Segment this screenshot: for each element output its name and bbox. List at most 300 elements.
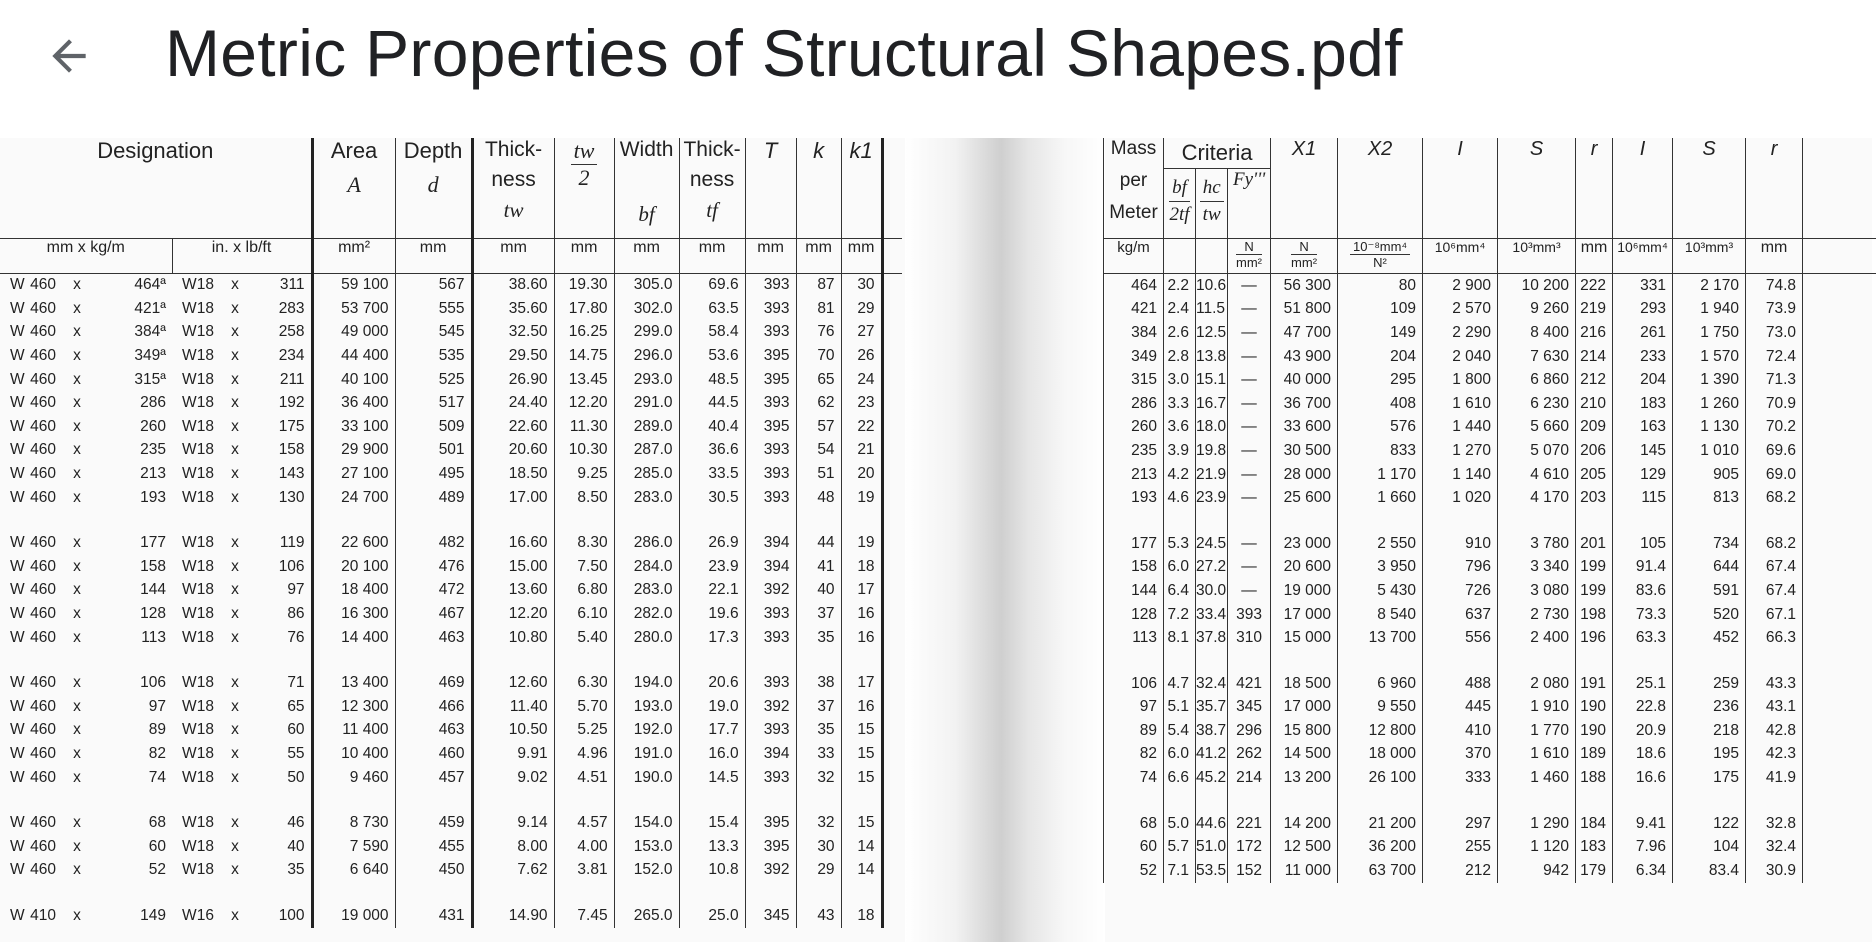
weight-lb-per-ft: 143 [250, 462, 312, 486]
fy-value: — [1228, 416, 1271, 440]
ry-value: 72.4 [1746, 345, 1803, 369]
shape-type: W [10, 744, 25, 762]
spacer-cell [22, 649, 62, 671]
table-row [1104, 486, 1876, 510]
flange-width-value: 296.0 [614, 344, 679, 368]
edge-cell [882, 486, 902, 510]
edge-cell [1803, 766, 1876, 790]
ry-value: 67.1 [1746, 603, 1803, 627]
spacer-cell [250, 882, 312, 904]
nominal-depth-mm: 460 [30, 721, 56, 739]
shape-type: W [182, 697, 197, 715]
mass-kg-per-m: 260 [140, 417, 166, 435]
edge-cell [1803, 859, 1876, 883]
Ix-value: 1 800 [1423, 368, 1498, 392]
Ix-value: 910 [1423, 532, 1498, 556]
flange-thickness-value: 19.0 [679, 695, 745, 719]
X2-value: 6 960 [1338, 672, 1423, 696]
table-row [0, 835, 902, 859]
Sx-value: 7 630 [1498, 345, 1576, 369]
X1-value: 11 000 [1271, 859, 1338, 883]
area-value: 7 590 [312, 835, 395, 859]
flange-thickness-value: 63.5 [679, 297, 745, 321]
fy-value: — [1228, 345, 1271, 369]
edge-cell [882, 766, 902, 790]
fy-value: — [1228, 579, 1271, 603]
hc-tw-value: 37.8 [1196, 626, 1228, 650]
web-thickness-value: 7.62 [472, 859, 554, 883]
X1-value: 25 600 [1271, 486, 1338, 510]
mass-value: 60 [1104, 835, 1164, 859]
X1-value: 15 800 [1271, 719, 1338, 743]
area-unit: mm² [312, 238, 395, 273]
times-sign: x [73, 276, 81, 294]
shape-type: W [182, 347, 197, 365]
weight-lb-per-ft: 258 [250, 321, 312, 345]
weight-lb-per-ft: 192 [250, 391, 312, 415]
web-thickness-value: 9.02 [472, 766, 554, 790]
group-spacer [0, 649, 902, 671]
nominal-depth-mm: 460 [30, 417, 56, 435]
nominal-depth-mm: 460 [30, 347, 56, 365]
shape-type: W [10, 557, 25, 575]
weight-lb-per-ft: 50 [250, 766, 312, 790]
hc-tw-value: 51.0 [1196, 835, 1228, 859]
hc-tw-value: 13.8 [1196, 345, 1228, 369]
fy-value: 393 [1228, 603, 1271, 627]
times-sign: x [231, 814, 239, 832]
mass-value: 193 [1104, 486, 1164, 510]
edge-cell [1803, 392, 1876, 416]
area-value: 16 300 [312, 602, 395, 626]
spacer-cell [0, 789, 22, 811]
weight-lb-per-ft: 60 [250, 719, 312, 743]
ry-value: 69.0 [1746, 463, 1803, 487]
weight-lb-per-ft: 76 [250, 626, 312, 650]
Sx-header: S [1498, 138, 1576, 239]
ry-unit: mm [1746, 239, 1803, 274]
k-value: 35 [796, 626, 841, 650]
spacer-cell [1104, 790, 1164, 812]
ry-value: 32.8 [1746, 812, 1803, 836]
hc-tw-value: 19.8 [1196, 439, 1228, 463]
T-value: 393 [745, 297, 796, 321]
mm-kg-unit: mm x kg/m [0, 238, 172, 273]
mass-value: 74 [1104, 766, 1164, 790]
mass-kg-per-m: 97 [148, 697, 166, 715]
times-sign: x [73, 721, 81, 739]
k-value: 43 [796, 904, 841, 928]
table-row [1104, 298, 1876, 322]
edge-cell [882, 462, 902, 486]
Sx-value: 3 780 [1498, 532, 1576, 556]
table-row [0, 904, 902, 928]
spacer-cell [472, 789, 554, 811]
weight-lb-per-ft: 106 [250, 555, 312, 579]
mass-value: 52 [1104, 859, 1164, 883]
rx-value: 212 [1576, 368, 1613, 392]
spacer-cell [1164, 510, 1196, 532]
times-sign: x [73, 674, 81, 692]
shape-type: W [182, 605, 197, 623]
k-value: 37 [796, 695, 841, 719]
Sx-value: 1 770 [1498, 719, 1576, 743]
Ix-value: 445 [1423, 696, 1498, 720]
fy-unit: $\frac{N}{\text{mm²}}$ [1228, 239, 1271, 274]
bf-2tf-value: 5.3 [1164, 532, 1196, 556]
web-thickness-value: 24.40 [472, 391, 554, 415]
nominal-depth-in: 18 [196, 299, 214, 317]
Iy-value: 91.4 [1613, 556, 1673, 580]
spacer-cell [1423, 790, 1498, 812]
shape-type: W [10, 768, 25, 786]
Sy-value: 1 570 [1673, 345, 1746, 369]
bf-2tf-value: 2.8 [1164, 345, 1196, 369]
hc-tw-value: 10.6 [1196, 274, 1228, 298]
flange-width-value: 265.0 [614, 904, 679, 928]
T-value: 394 [745, 742, 796, 766]
half-web-value: 5.25 [554, 719, 614, 743]
area-value: 10 400 [312, 742, 395, 766]
mass-value: 128 [1104, 603, 1164, 627]
mass-value: 106 [1104, 672, 1164, 696]
fy-value: 172 [1228, 835, 1271, 859]
times-sign: x [73, 906, 81, 924]
ry-value: 43.1 [1746, 696, 1803, 720]
rx-value: 198 [1576, 603, 1613, 627]
table-row [0, 671, 902, 695]
table-row [0, 602, 902, 626]
X1-value: 13 200 [1271, 766, 1338, 790]
Sy-value: 644 [1673, 556, 1746, 580]
bf-2tf-value: 7.1 [1164, 859, 1196, 883]
spacer-cell [1423, 650, 1498, 672]
spacer-cell [614, 789, 679, 811]
tf-unit: mm [679, 238, 745, 273]
times-sign: x [231, 628, 239, 646]
X2-value: 36 200 [1338, 835, 1423, 859]
bf2tf-header: $\frac{bf}{2tf}$ [1169, 177, 1190, 225]
flange-thickness-value: 33.5 [679, 462, 745, 486]
hc-tw-value: 45.2 [1196, 766, 1228, 790]
mass-kg-per-m: 113 [141, 628, 166, 646]
times-sign: x [73, 628, 81, 646]
times-sign: x [73, 534, 81, 552]
spacer-cell [172, 509, 194, 531]
flange-thickness-value: 20.6 [679, 671, 745, 695]
table-row [1104, 274, 1876, 298]
k-value: 70 [796, 344, 841, 368]
T-header: T [745, 138, 796, 238]
times-sign: x [231, 906, 239, 924]
mass-value: 82 [1104, 743, 1164, 767]
area-value: 27 100 [312, 462, 395, 486]
shape-type: W [10, 488, 25, 506]
half-web-value: 7.50 [554, 555, 614, 579]
spacer-cell [1164, 650, 1196, 672]
bf-2tf-value: 6.0 [1164, 556, 1196, 580]
ry-value: 73.9 [1746, 298, 1803, 322]
X1-value: 17 000 [1271, 603, 1338, 627]
X2-value: 5 430 [1338, 579, 1423, 603]
half-web-value: 5.70 [554, 695, 614, 719]
spacer-cell [1271, 650, 1338, 672]
Iy-value: 25.1 [1613, 672, 1673, 696]
flange-width-value: 289.0 [614, 415, 679, 439]
mass-kg-per-m: 68 [148, 814, 166, 832]
nominal-depth-in: 18 [196, 557, 214, 575]
rx-value: 191 [1576, 672, 1613, 696]
mass-value: 89 [1104, 719, 1164, 743]
Sy-value: 2 170 [1673, 274, 1746, 298]
Ix-value: 1 270 [1423, 439, 1498, 463]
Sx-value: 8 400 [1498, 321, 1576, 345]
spacer-cell [1576, 650, 1613, 672]
shape-type: W [10, 534, 25, 552]
edge-cell [1803, 439, 1876, 463]
rx-value: 216 [1576, 321, 1613, 345]
hc-tw-value: 30.0 [1196, 579, 1228, 603]
weight-lb-per-ft: 158 [250, 439, 312, 463]
Iy-value: 163 [1613, 416, 1673, 440]
spacer-cell [472, 649, 554, 671]
Sy-value: 1 390 [1673, 368, 1746, 392]
k-value: 44 [796, 531, 841, 555]
times-sign: x [73, 441, 81, 459]
mass-value: 235 [1104, 439, 1164, 463]
hc-tw-value: 32.4 [1196, 672, 1228, 696]
edge-cell [882, 297, 902, 321]
back-button[interactable] [40, 22, 98, 90]
mass-value: 384 [1104, 321, 1164, 345]
nominal-depth-mm: 460 [30, 299, 56, 317]
Ix-value: 410 [1423, 719, 1498, 743]
k1-value: 20 [841, 462, 882, 486]
shape-type: W [10, 465, 25, 483]
k-value: 40 [796, 579, 841, 603]
bf-2tf-value: 5.1 [1164, 696, 1196, 720]
area-value: 53 700 [312, 297, 395, 321]
spacer-cell [841, 882, 882, 904]
T-value: 393 [745, 462, 796, 486]
shape-type: W [182, 417, 197, 435]
area-value: 33 100 [312, 415, 395, 439]
flange-thickness-value: 23.9 [679, 555, 745, 579]
k-value: 62 [796, 391, 841, 415]
shape-type: W [10, 628, 25, 646]
T-value: 395 [745, 835, 796, 859]
X1-value: 36 700 [1271, 392, 1338, 416]
Sy-unit: 10³mm³ [1673, 239, 1746, 274]
ry-value: 67.4 [1746, 579, 1803, 603]
k1-value: 14 [841, 835, 882, 859]
edge-cell [882, 344, 902, 368]
Ix-value: 488 [1423, 672, 1498, 696]
rx-value: 206 [1576, 439, 1613, 463]
flange-thickness-value: 48.5 [679, 368, 745, 392]
mass-value: 113 [1104, 626, 1164, 650]
shape-type: W [10, 906, 25, 924]
weight-lb-per-ft: 175 [250, 415, 312, 439]
shape-type: W [10, 837, 25, 855]
web-thickness-value: 9.91 [472, 742, 554, 766]
nominal-depth-in: 18 [196, 628, 214, 646]
rx-value: 184 [1576, 812, 1613, 836]
flange-thickness-value: 58.4 [679, 321, 745, 345]
half-web-value: 7.45 [554, 904, 614, 928]
Sx-value: 10 200 [1498, 274, 1576, 298]
depth-value: 450 [395, 859, 472, 883]
edge-cell [1803, 812, 1876, 836]
flange-width-header: Width bf [614, 138, 679, 238]
edge-cell [882, 368, 902, 392]
rx-value: 219 [1576, 298, 1613, 322]
Iy-value: 145 [1613, 439, 1673, 463]
table-row [1104, 392, 1876, 416]
table-row [1104, 368, 1876, 392]
Iy-value: 105 [1613, 532, 1673, 556]
shape-type: W [10, 276, 25, 294]
Sy-value: 1 260 [1673, 392, 1746, 416]
web-thickness-value: 32.50 [472, 321, 554, 345]
spacer-cell [312, 882, 395, 904]
spacer-cell [1423, 510, 1498, 532]
k1-value: 24 [841, 368, 882, 392]
table-row [1104, 766, 1876, 790]
Sx-value: 1 120 [1498, 835, 1576, 859]
spacer-cell [841, 649, 882, 671]
designation-header: Designation [0, 138, 312, 238]
fy-value: — [1228, 439, 1271, 463]
times-sign: x [231, 861, 239, 879]
web-thickness-value: 10.50 [472, 719, 554, 743]
mass-kg-per-m: 144 [140, 581, 166, 599]
edge-cell [882, 391, 902, 415]
edge-cell [1803, 743, 1876, 767]
Ix-value: 726 [1423, 579, 1498, 603]
Sy-value: 236 [1673, 696, 1746, 720]
shape-type: W [10, 347, 25, 365]
Ix-value: 370 [1423, 743, 1498, 767]
table-row [0, 321, 902, 345]
edge-cell [882, 859, 902, 883]
Ix-value: 2 570 [1423, 298, 1498, 322]
spacer-cell [1104, 650, 1164, 672]
spacer-cell [194, 882, 220, 904]
spacer-cell [614, 882, 679, 904]
nominal-depth-in: 18 [196, 721, 214, 739]
shape-type: W [182, 744, 197, 762]
nominal-depth-in: 18 [196, 347, 214, 365]
web-thickness-value: 38.60 [472, 273, 554, 297]
times-sign: x [231, 605, 239, 623]
rx-value: 189 [1576, 743, 1613, 767]
depth-value: 463 [395, 626, 472, 650]
bf-2tf-value: 3.0 [1164, 368, 1196, 392]
depth-value: 545 [395, 321, 472, 345]
edge-cell [882, 579, 902, 603]
nominal-depth-in: 18 [196, 581, 214, 599]
k-value: 35 [796, 719, 841, 743]
table-row [1104, 696, 1876, 720]
T-unit: mm [745, 238, 796, 273]
mass-kg-per-m: 74 [148, 768, 166, 786]
Iy-value: 22.8 [1613, 696, 1673, 720]
edge-cell [1803, 603, 1876, 627]
Sx-value: 2 080 [1498, 672, 1576, 696]
hc-tw-value: 33.4 [1196, 603, 1228, 627]
rx-value: 214 [1576, 345, 1613, 369]
spacer-cell [220, 649, 250, 671]
depth-value: 466 [395, 695, 472, 719]
times-sign: x [231, 837, 239, 855]
flange-thickness-value: 44.5 [679, 391, 745, 415]
k-value: 30 [796, 835, 841, 859]
shape-type: W [10, 441, 25, 459]
times-sign: x [231, 465, 239, 483]
flange-width-value: 293.0 [614, 368, 679, 392]
spacer-cell [882, 882, 902, 904]
rx-value: 190 [1576, 696, 1613, 720]
flange-width-value: 191.0 [614, 742, 679, 766]
edge-cell [882, 835, 902, 859]
mass-kg-per-m: 106 [140, 674, 166, 692]
spacer-cell [882, 789, 902, 811]
mass-kg-per-m: 349ª [134, 347, 166, 365]
k1-value: 27 [841, 321, 882, 345]
shape-type: W [182, 814, 197, 832]
mass-value: 68 [1104, 812, 1164, 836]
times-sign: x [231, 347, 239, 365]
spacer-cell [172, 649, 194, 671]
shape-type: W [182, 837, 197, 855]
hc-tw-value: 44.6 [1196, 812, 1228, 836]
bf-2tf-value: 3.6 [1164, 416, 1196, 440]
shape-type: W [10, 394, 25, 412]
bf-2tf-value: 6.0 [1164, 743, 1196, 767]
k1-value: 18 [841, 555, 882, 579]
fy-value: 421 [1228, 672, 1271, 696]
pdf-viewer[interactable] [0, 138, 1872, 942]
edge-cell [882, 695, 902, 719]
area-value: 8 730 [312, 811, 395, 835]
rx-value: 199 [1576, 579, 1613, 603]
half-web-value: 4.96 [554, 742, 614, 766]
shape-type: W [182, 465, 197, 483]
X2-value: 13 700 [1338, 626, 1423, 650]
edge-cell [882, 671, 902, 695]
bf-2tf-value: 5.7 [1164, 835, 1196, 859]
bf-2tf-value: 6.6 [1164, 766, 1196, 790]
flange-thickness-value: 25.0 [679, 904, 745, 928]
Iy-header: I [1613, 138, 1673, 239]
web-thickness-value: 15.00 [472, 555, 554, 579]
spacer-cell [1673, 650, 1746, 672]
times-sign: x [231, 417, 239, 435]
T-value: 393 [745, 321, 796, 345]
X2-value: 204 [1338, 345, 1423, 369]
table-row [1104, 321, 1876, 345]
times-sign: x [231, 697, 239, 715]
nominal-depth-mm: 460 [30, 744, 56, 762]
table-row [0, 859, 902, 883]
web-thickness-value: 10.80 [472, 626, 554, 650]
depth-value: 489 [395, 486, 472, 510]
nominal-depth-mm: 460 [30, 557, 56, 575]
half-web-value: 6.10 [554, 602, 614, 626]
bf-2tf-value: 2.2 [1164, 274, 1196, 298]
Sx-value: 3 340 [1498, 556, 1576, 580]
